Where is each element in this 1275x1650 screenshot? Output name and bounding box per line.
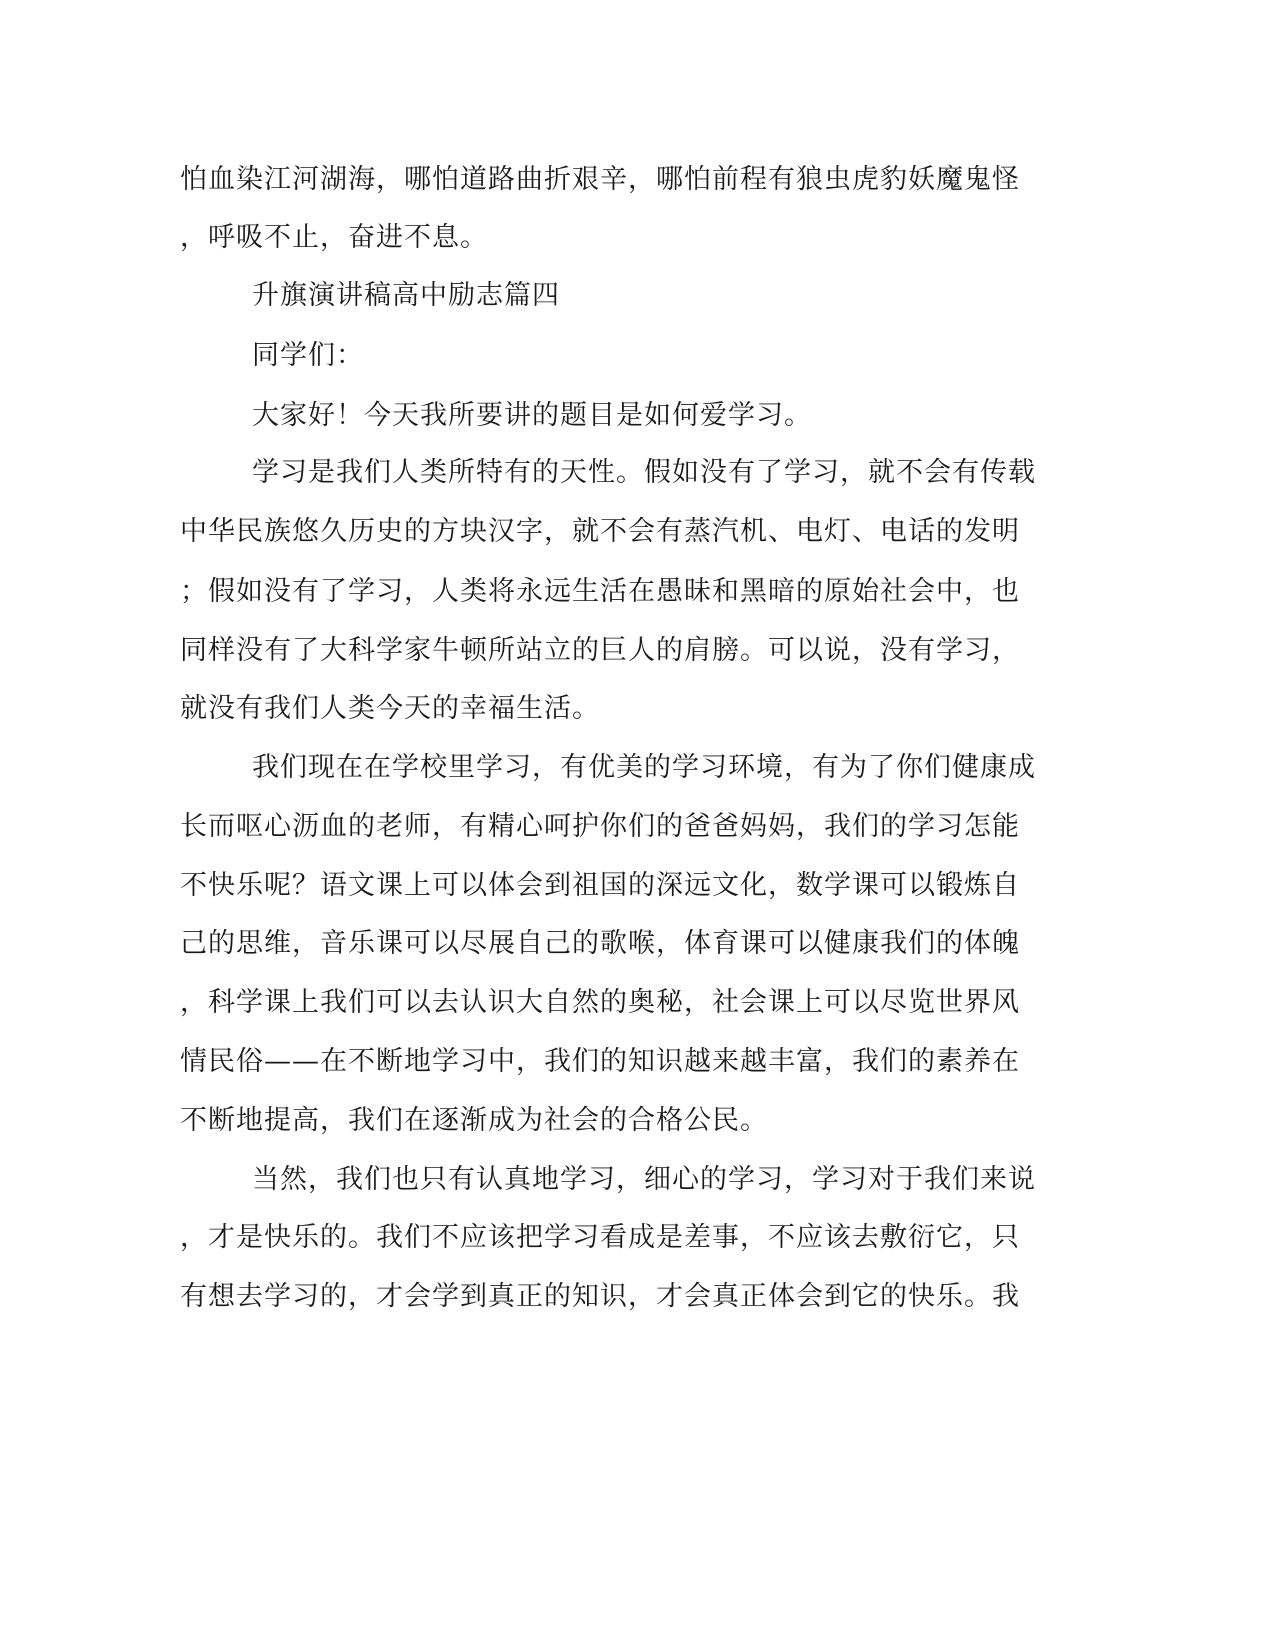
text-line: ，呼吸不止，奋进不息。 bbox=[180, 222, 488, 253]
paragraph-line: 长而呕心沥血的老师，有精心呵护你们的爸爸妈妈，我们的学习怎能 bbox=[180, 811, 1020, 842]
paragraph-line: 己的思维，音乐课可以尽展自己的歌喉，体育课可以健康我们的体魄 bbox=[180, 928, 1020, 959]
paragraph-line: 不断地提高，我们在逐渐成为社会的合格公民。 bbox=[180, 1105, 768, 1136]
text-line: 怕血染江河湖海，哪怕道路曲折艰辛，哪怕前程有狼虫虎豹妖魔鬼怪 bbox=[180, 164, 1020, 195]
paragraph-line: 我们现在在学校里学习，有优美的学习环境，有为了你们健康成 bbox=[252, 752, 1036, 783]
paragraph-line: 当然，我们也只有认真地学习，细心的学习，学习对于我们来说 bbox=[252, 1164, 1036, 1195]
paragraph-line: 同样没有了大科学家牛顿所站立的巨人的肩膀。可以说，没有学习， bbox=[180, 635, 1020, 666]
paragraph-line: 有想去学习的，才会学到真正的知识，才会真正体会到它的快乐。我 bbox=[180, 1281, 1020, 1312]
salutation: 同学们： bbox=[252, 340, 364, 371]
section-heading: 升旗演讲稿高中励志篇四 bbox=[252, 280, 560, 311]
paragraph-line: 就没有我们人类今天的幸福生活。 bbox=[180, 693, 600, 724]
paragraph-line: ，科学课上我们可以去认识大自然的奥秘，社会课上可以尽览世界风 bbox=[180, 987, 1020, 1018]
paragraph-line: 不快乐呢？语文课上可以体会到祖国的深远文化，数学课可以锻炼自 bbox=[180, 870, 1020, 901]
paragraph-line: ，才是快乐的。我们不应该把学习看成是差事，不应该去敷衍它，只 bbox=[180, 1222, 1020, 1253]
paragraph-line: 情民俗——在不断地学习中，我们的知识越来越丰富，我们的素养在 bbox=[180, 1046, 1020, 1077]
paragraph-line: ；假如没有了学习，人类将永远生活在愚昧和黑暗的原始社会中，也 bbox=[180, 576, 1020, 607]
paragraph-line: 中华民族悠久历史的方块汉字，就不会有蒸汽机、电灯、电话的发明 bbox=[180, 516, 1020, 547]
paragraph-line: 学习是我们人类所特有的天性。假如没有了学习，就不会有传载 bbox=[252, 457, 1036, 488]
greeting-line: 大家好！今天我所要讲的题目是如何爱学习。 bbox=[252, 400, 812, 431]
